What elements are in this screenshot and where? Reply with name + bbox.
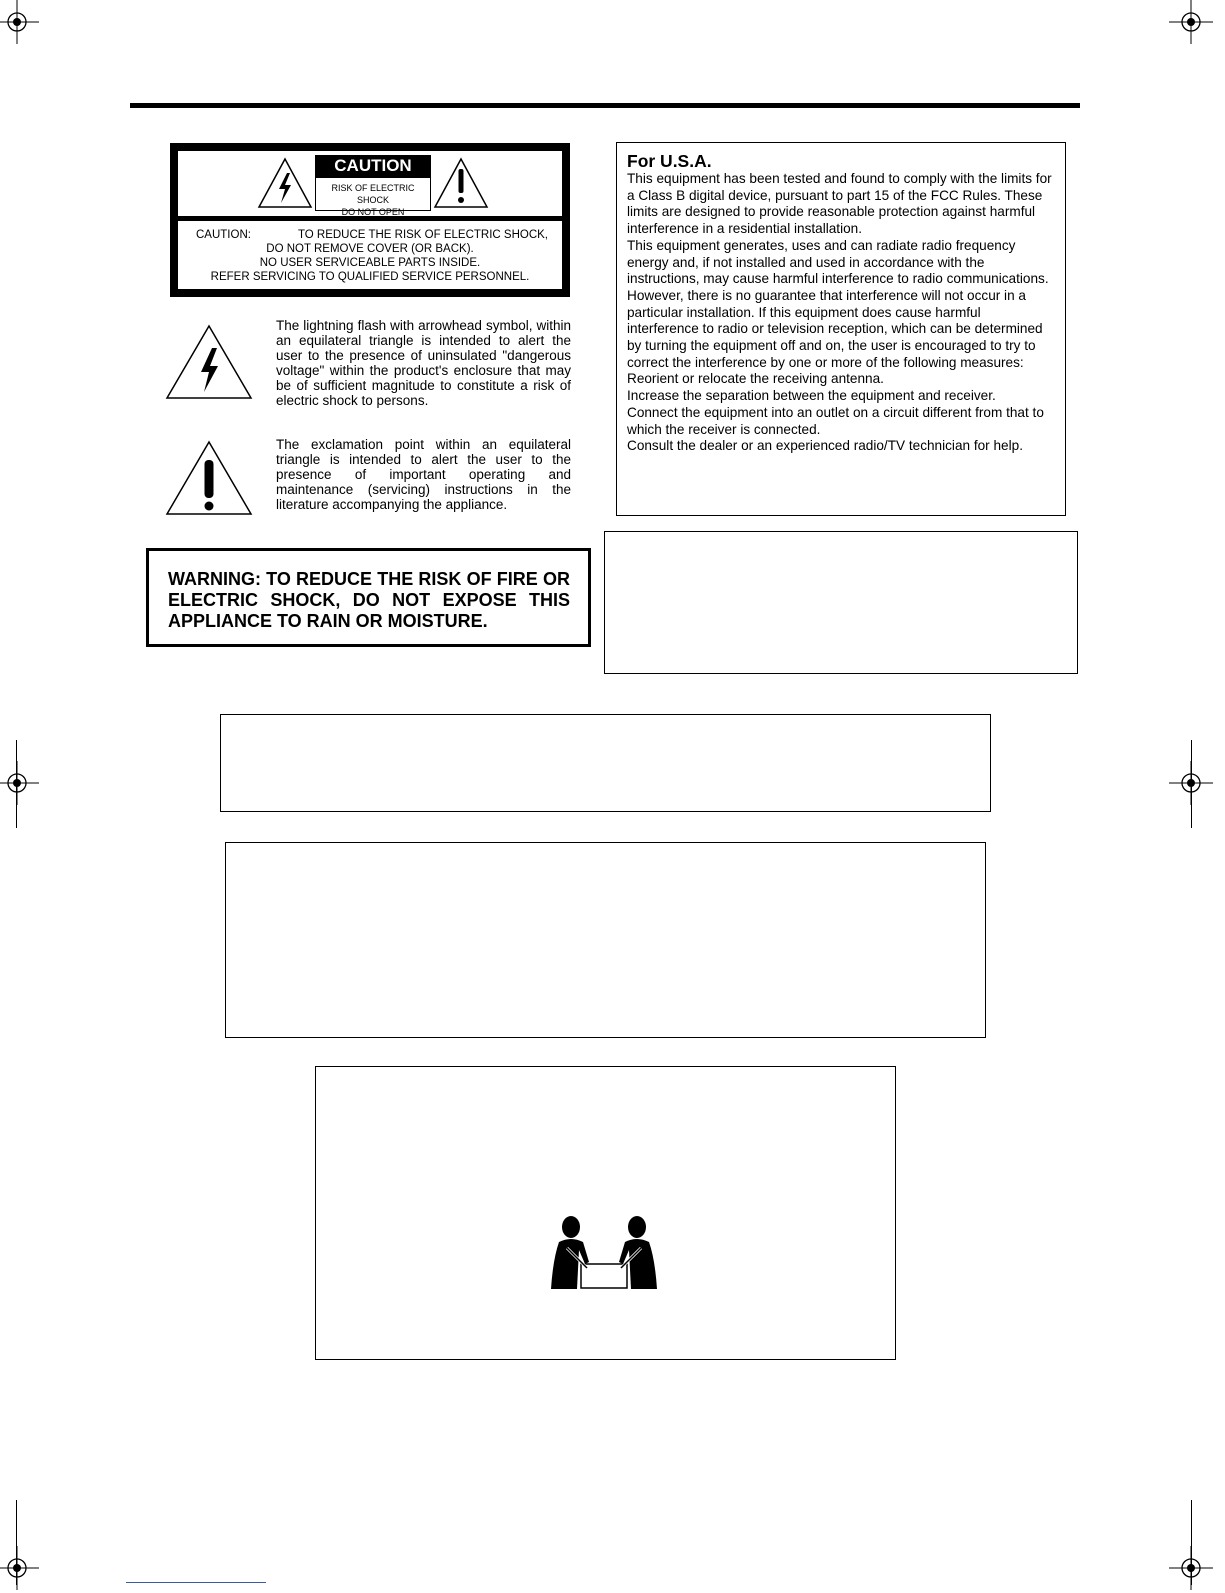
fcc-measure-3: Connect the equipment into an outlet on a circuit different from that to which the receiver is connected. [627, 404, 1044, 437]
caution-subtext [315, 177, 431, 217]
warning-box [146, 548, 591, 647]
registration-mark-icon [0, 0, 42, 47]
crop-line [1191, 740, 1192, 828]
top-rule [130, 103, 1080, 108]
fcc-title: For U.S.A. [627, 151, 712, 171]
notice-box-lower [225, 842, 986, 1038]
caution-sub-line2: DO NOT OPEN [341, 207, 405, 217]
fcc-paragraph-1: This equipment has been tested and found to comply with the limits for a Class B digital device, pursuant to part 15 of the FCC Rules. These limits are designed to provide reasonable protection against harmful interference in a residential installation. [627, 171, 1052, 237]
crop-line [16, 1500, 17, 1585]
notice-box-right [604, 531, 1078, 674]
notice-box-middle [220, 714, 991, 812]
crop-line [16, 740, 17, 828]
lightning-description: The lightning flash with arrowhead symbol, within an equilateral triangle is intended to alert the user to the presence of uninsulated "dangerous voltage" within the product's enclosure that may be of sufficient magnitude to constitute a risk of electric shock to persons. [276, 318, 571, 408]
exclamation-triangle-icon [433, 157, 489, 209]
registration-mark-icon [0, 758, 42, 808]
caution-line1: TO REDUCE THE RISK OF ELECTRIC SHOCK, [297, 229, 548, 241]
lightning-triangle-icon [257, 157, 313, 209]
fcc-measure-4: Consult the dealer or an experienced radio/TV technician for help. [627, 438, 1023, 454]
notice-box-bottom [315, 1066, 896, 1360]
caution-text [178, 228, 562, 284]
caution-line3: NO USER SERVICEABLE PARTS INSIDE. [259, 257, 481, 269]
caution-heading: CAUTION [315, 155, 431, 177]
exclamation-triangle-icon [164, 440, 254, 516]
two-person-lift-icon [549, 1214, 661, 1292]
fcc-notice-box [616, 142, 1066, 516]
caution-label-prefix: CAUTION: [196, 229, 251, 241]
caution-line4: REFER SERVICING TO QUALIFIED SERVICE PERSONNEL. [210, 271, 530, 283]
registration-mark-icon [1166, 0, 1216, 47]
crop-line [1191, 1500, 1192, 1585]
caution-sub-line1: RISK OF ELECTRIC SHOCK [331, 183, 415, 205]
lightning-triangle-icon [164, 324, 254, 400]
registration-mark-icon [0, 1543, 42, 1593]
caution-label [170, 143, 570, 297]
fcc-measure-1: Reorient or relocate the receiving antenna. [627, 371, 884, 387]
crop-line [126, 1582, 266, 1583]
exclamation-description: The exclamation point within an equilateral triangle is intended to alert the user to the presence of important operating and maintenance (servicing) instructions in the literature accompanying the appliance. [276, 437, 571, 512]
fcc-measure-2: Increase the separation between the equipment and receiver. [627, 388, 996, 404]
warning-text: WARNING: TO REDUCE THE RISK OF FIRE OR ELECTRIC SHOCK, DO NOT EXPOSE THIS APPLIANCE TO RAIN OR MOISTURE. [168, 569, 570, 631]
fcc-paragraph-2: This equipment generates, uses and can radiate radio frequency energy and, if not installed and used in accordance with the instructions, may cause harmful interference to radio communications. However, there is no guarantee that interference will not occur in a particular installation. If this equipment does cause harmful interference to radio or television reception, which can be determined by turning the equipment off and on, the user is encouraged to try to correct the interference by one or more of the following measures: [627, 237, 1049, 370]
caution-line2: DO NOT REMOVE COVER (OR BACK). [266, 243, 474, 255]
